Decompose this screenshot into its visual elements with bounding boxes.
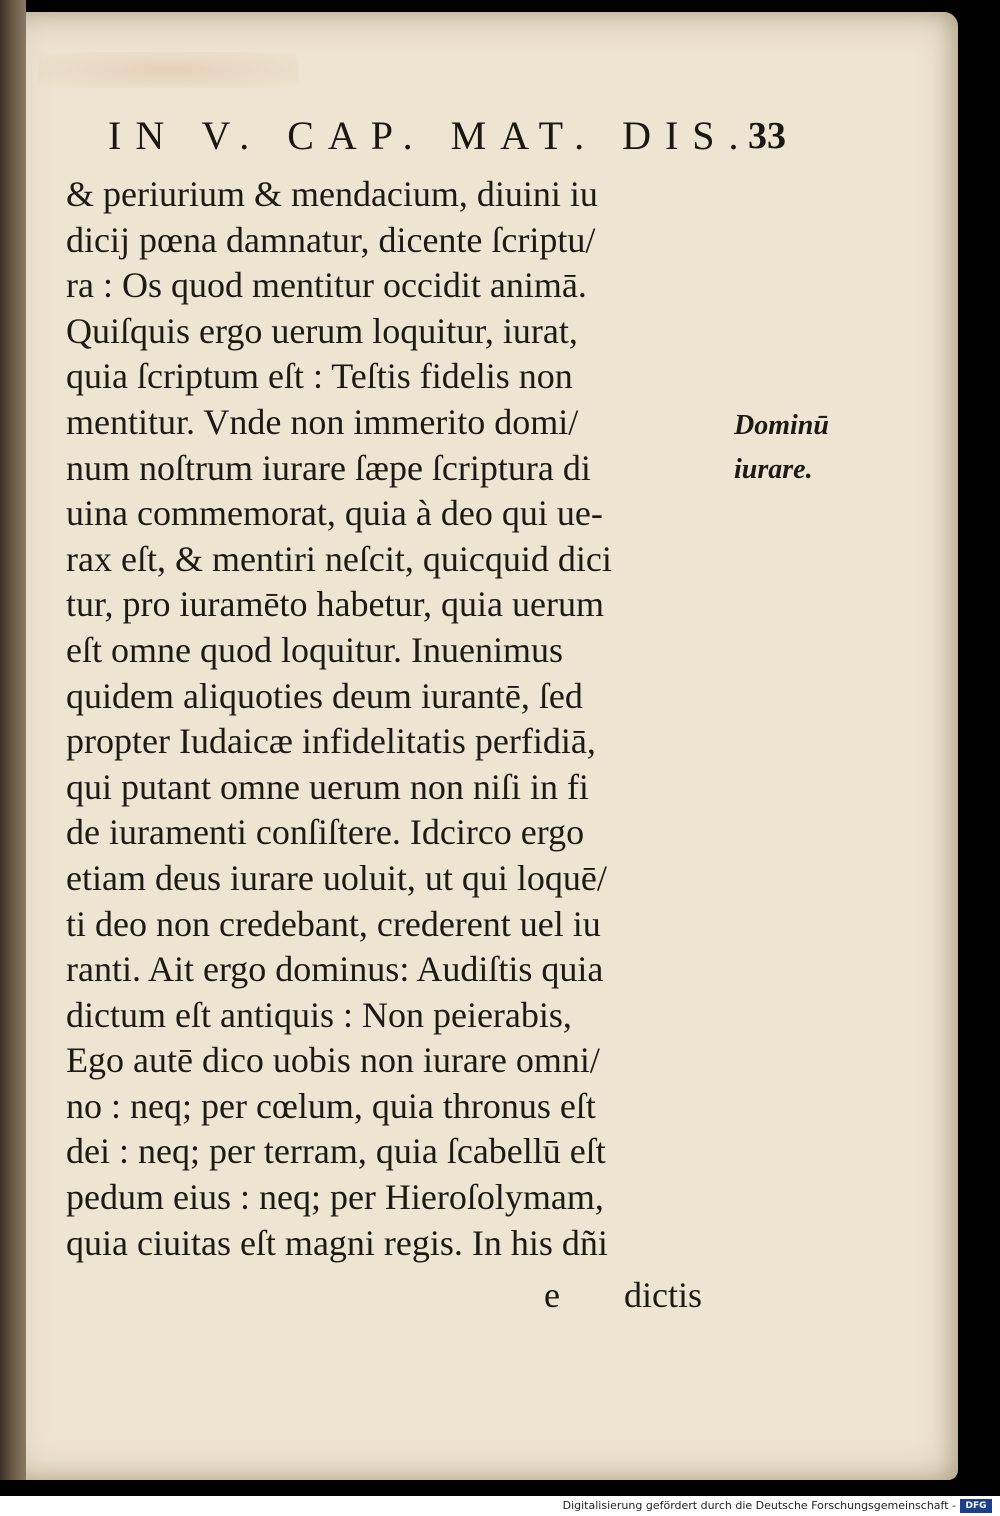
text-line: propter Iudaicæ infidelitatis perfidiā,	[66, 721, 596, 762]
text-line: qui putant omne uerum non niſi in fi	[66, 766, 589, 807]
funding-credit: Digitalisierung gefördert durch die Deutsche Forschungsgemeinschaft -	[562, 1499, 956, 1512]
dfg-logo: DFG	[960, 1499, 992, 1513]
folio-number: 33	[748, 115, 786, 157]
text-line: quidem aliquoties deum iurantē, ſed	[66, 675, 583, 716]
text-line: eſt omne quod loquitur. Inuenimus	[66, 629, 563, 670]
marginal-note-line: iurare.	[734, 454, 813, 485]
text-line: de iuramenti conſiſtere. Idcirco ergo	[66, 812, 585, 853]
binding-edge	[0, 0, 26, 1480]
running-header: IN V. CAP. MAT. DIS.	[108, 113, 753, 158]
text-line: quia ſcriptum eſt : Teſtis fidelis non	[66, 356, 573, 397]
text-line: mentitur. Vnde non immerito domi/	[66, 401, 579, 442]
text-line: rax eſt, & mentiri neſcit, quicquid dici	[66, 538, 612, 579]
text-line: & periurium & mendacium, diuini iu	[66, 174, 598, 214]
text-line: ranti. Ait ergo dominus: Audiſtis quia	[66, 949, 604, 990]
marginal-note-line: Dominū	[734, 410, 829, 441]
signature-mark: e	[544, 1275, 560, 1315]
text-line: no : neq; per cœlum, quia thronus eſt	[66, 1085, 596, 1126]
text-line: etiam deus iurare uoluit, ut qui loquē/	[66, 857, 607, 898]
text-line: dicij pœna damnatur, dicente ſcriptu/	[66, 219, 596, 260]
catchword: dictis	[624, 1275, 702, 1315]
body-text	[66, 172, 726, 1266]
text-line: ra : Os quod mentitur occidit animā.	[66, 265, 587, 306]
text-line: Quiſquis ergo uerum loquitur, iurat,	[66, 310, 578, 351]
text-line: num noſtrum iurare ſæpe ſcriptura di	[66, 447, 591, 488]
text-line: Ego autē dico uobis non iurare omni/	[66, 1040, 600, 1081]
text-line: pedum eius : neq; per Hieroſolymam,	[66, 1177, 604, 1218]
text-line: dictum eſt antiquis : Non peierabis,	[66, 994, 572, 1035]
marginal-note	[734, 404, 829, 492]
text-line: ti deo non credebant, crederent uel iu	[66, 903, 601, 944]
paper-stain	[38, 52, 298, 88]
text-line: dei : neq; per terram, quia ſcabellū eſt	[66, 1131, 606, 1172]
text-line: quia ciuitas eſt magni regis. In his dñi	[66, 1222, 608, 1263]
text-line: uina commemorat, quia à deo qui ue-	[66, 493, 603, 534]
text-line: tur, pro iuramēto habetur, quia uerum	[66, 584, 604, 625]
